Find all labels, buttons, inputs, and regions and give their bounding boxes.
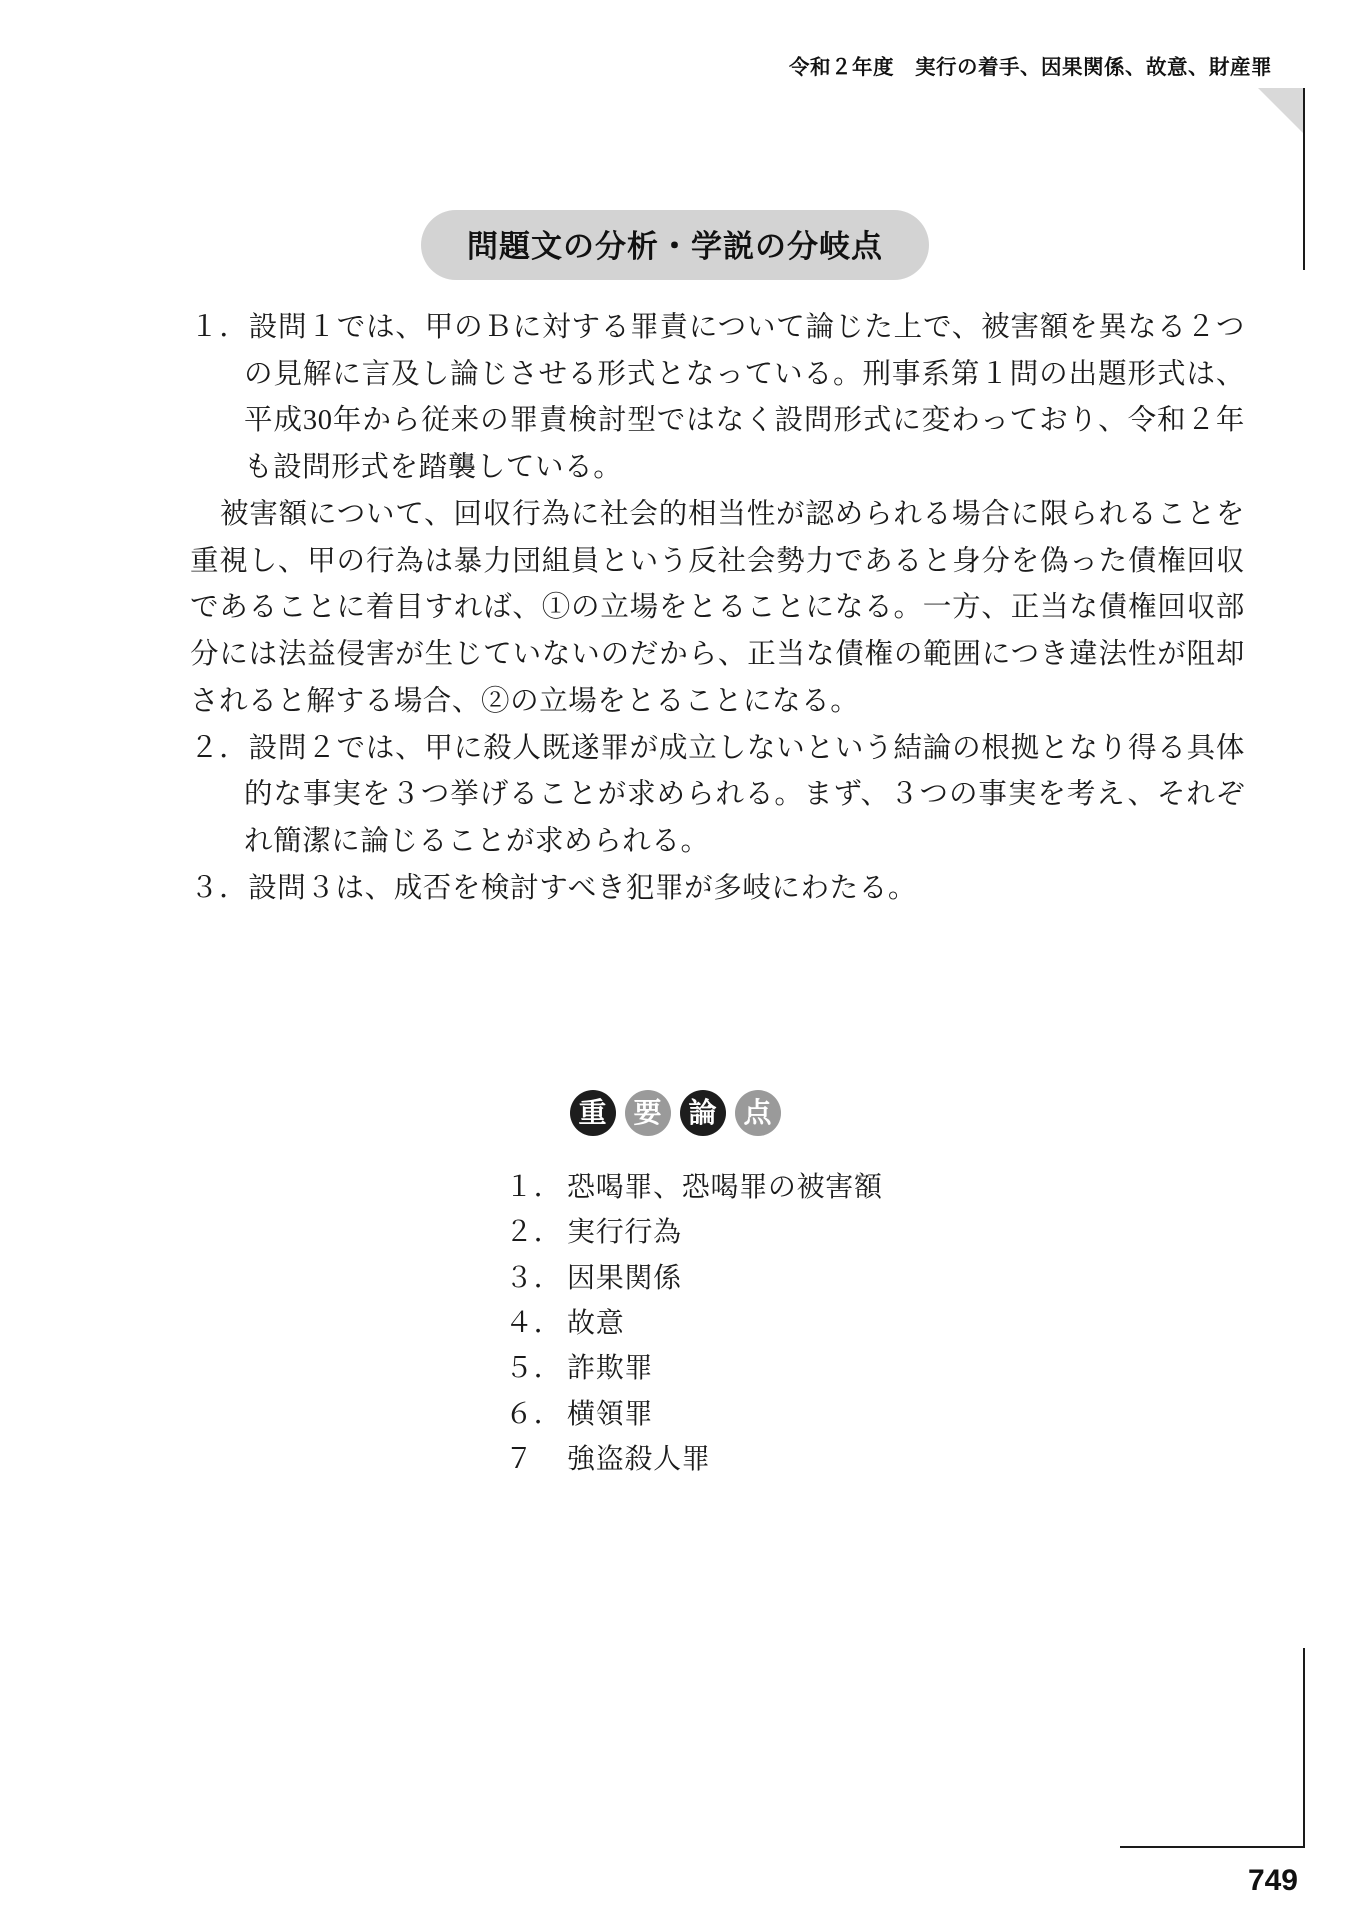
list-item — [505, 1437, 1205, 1482]
list-item-number: ４． — [505, 1308, 563, 1340]
list-item-label: 恐喝罪、恐喝罪の被害額 — [567, 1172, 883, 1203]
footer-vertical-rule — [1303, 1648, 1306, 1848]
key-points-heading-char: 重 — [570, 1090, 616, 1136]
list-item — [505, 1256, 1205, 1301]
list-item-label: 故意 — [567, 1308, 625, 1340]
body-paragraph: ３．設問３は、成否を検討すべき犯罪が多岐にわたる。 — [190, 872, 917, 904]
page-number: 749 — [1247, 1864, 1298, 1897]
body-paragraph: ２．設問２では、甲に殺人既遂罪が成立しないという結論の根拠となり得る具体的な事実を３つ挙げることが求められる。まず、３つの事実を考え、それぞれ簡潔に論じることが求められる。 — [190, 732, 1245, 858]
corner-fold-decoration — [1258, 88, 1303, 133]
list-item-number: ７ — [505, 1444, 534, 1476]
list-item-label: 実行行為 — [567, 1217, 682, 1249]
body-paragraph: 被害額について、回収行為に社会的相当性が認められる場合に限られることを重視し、甲の行為は暴力団組員という反社会勢力であると身分を偽った債権回収であることに着目すれば、①の立場をとることになる。一方、正当な債権回収部分には法益侵害が生じていないのだから、正当な債権の範囲につき違法性が阻却されると解する場合、②の立場をとることになる。 — [190, 498, 1245, 717]
list-item-number: ６． — [505, 1398, 563, 1430]
running-head: 令和２年度 実行の着手、因果関係、故意、財産罪 — [789, 56, 1272, 79]
footer-horizontal-rule — [1120, 1846, 1305, 1849]
section-banner-container — [0, 210, 1350, 280]
key-points-heading — [0, 1090, 1350, 1136]
list-item-number: ２． — [505, 1217, 563, 1249]
list-item-number: ５． — [505, 1353, 563, 1385]
list-item — [505, 1301, 1205, 1346]
list-item-label: 横領罪 — [567, 1398, 654, 1430]
list-item — [505, 1210, 1205, 1255]
key-points-heading-char: 点 — [735, 1090, 781, 1136]
body-text-block — [190, 305, 1245, 913]
key-points-list — [505, 1165, 1205, 1483]
list-item — [505, 1165, 1205, 1210]
key-points-heading-char: 論 — [680, 1090, 726, 1136]
list-item — [505, 1346, 1205, 1391]
list-item-number: ３． — [505, 1262, 563, 1294]
key-points-heading-char: 要 — [625, 1090, 671, 1136]
body-paragraph: １．設問１では、甲のＢに対する罪責について論じた上で、被害額を異なる２つの見解に言及し論じさせる形式となっている。刑事系第１問の出題形式は、平成30年から従来の罪責検討型ではなく設問形式に変わっており、令和２年も設問形式を踏襲している。 — [190, 312, 1245, 484]
list-item-label: 強盗殺人罪 — [567, 1444, 711, 1476]
section-banner-title: 問題文の分析・学説の分岐点 — [421, 210, 929, 280]
list-item-label: 因果関係 — [567, 1262, 682, 1294]
list-item-number: １． — [505, 1172, 563, 1203]
list-item-label: 詐欺罪 — [567, 1353, 654, 1385]
list-item — [505, 1392, 1205, 1437]
